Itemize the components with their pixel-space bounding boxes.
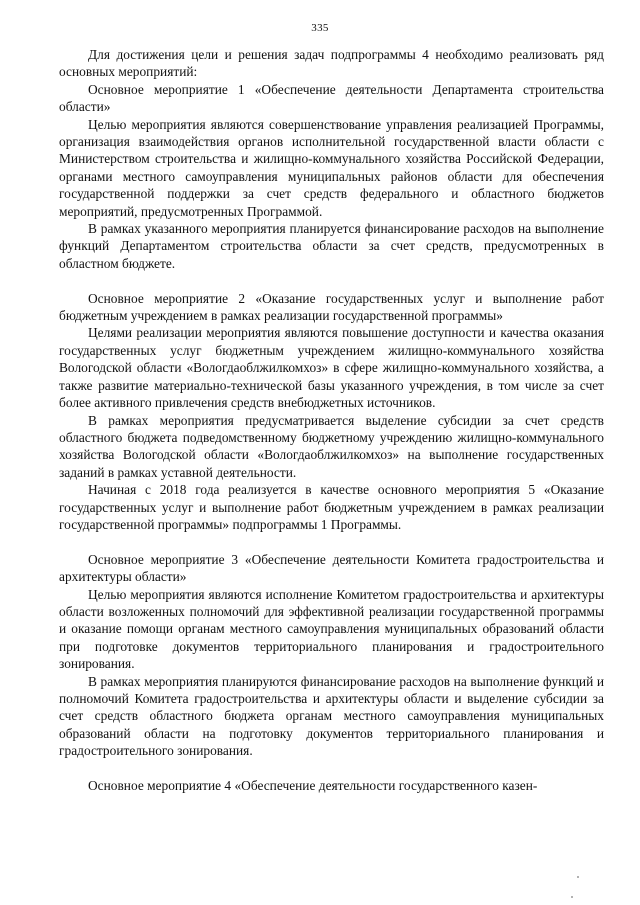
paragraph-measure-2-heading: Основное мероприятие 2 «Оказание государственных услуг и выполнение работ бюджетным учреждением в рамках реализации государственной программы» [59, 290, 604, 324]
paragraph-measure-2-funding: В рамках мероприятия предусматривается выделение субсидии за счет средств областного бюджета подведомственному бюджетному учреждению жилищно-коммунального хозяйства Вологодской области «Вологдаоблжилкомхоз» на выполнение государственных заданий в рамках уставной деятельности. [59, 412, 604, 480]
scan-speck [571, 896, 573, 898]
paragraph-measure-1-funding: В рамках указанного мероприятия планируется финансирование расходов на выполнение функций Департаментом строительства области за счет средств, предусмотренных в областном бюджете. [59, 221, 604, 271]
paragraph-measure-3-heading: Основное мероприятие 3 «Обеспечение деятельности Комитета градостроительства и архитектуры области» [59, 551, 604, 585]
paragraph-measure-1-goal: Целью мероприятия являются совершенствование управления реализацией Программы, организация взаимодействия органов исполнительной государственной власти области с Министерством строительства и жилищно-коммунального хозяйства Российской Федерации, органами местного самоуправления муниципальных районов области для обеспечения государственной поддержки за счет средств федерального и областного бюджетов мероприятий, предусмотренных Программой. [59, 116, 604, 219]
paragraph-measure-2-note: Начиная с 2018 года реализуется в качестве основного мероприятия 5 «Оказание государственных услуг и выполнение работ бюджетным учреждением в рамках реализации государственной программы» подпрограммы 1 Программы. [59, 482, 604, 532]
paragraph-measure-1-heading: Основное мероприятие 1 «Обеспечение деятельности Департамента строительства области» [59, 81, 604, 115]
paragraph-measure-4-heading: Основное мероприятие 4 «Обеспечение деятельности государственного казен- [88, 778, 538, 794]
paragraph-intro: Для достижения цели и решения задач подпрограммы 4 необходимо реализовать ряд основных мероприятий: [59, 47, 604, 80]
paragraph-measure-3-funding: В рамках мероприятия планируются финансирование расходов на выполнение функций и полномочий Комитета градостроительства и архитектуры области и выделение субсидии за счет средств областного бюджета органам местного самоуправления муниципальных образований области на подготовку документов территориального планирования и градостроительного зонирования. [59, 673, 604, 759]
paragraph-measure-2-goal: Целями реализации мероприятия являются повышение доступности и качества оказания государственных услуг бюджетным учреждением жилищно-коммунального хозяйства Вологодской области «Вологдаоблжилкомхоз» в сфере жилищно-коммунального хозяйства, а также развитие материально-технической базы указанного учреждения, в том числе за счет более активного привлечения средств внебюджетных источников. [59, 325, 604, 411]
paragraph-measure-3-goal: Целью мероприятия являются исполнение Комитетом градостроительства и архитектуры области возложенных полномочий для эффективной реализации государственной программы и оказание помощи органам местного самоуправления муниципальных образований области при подготовке документов территориального планирования и градостроительного зонирования. [59, 586, 604, 672]
document-body [59, 46, 604, 794]
page-number: 335 [311, 22, 329, 34]
scan-speck [577, 876, 579, 878]
